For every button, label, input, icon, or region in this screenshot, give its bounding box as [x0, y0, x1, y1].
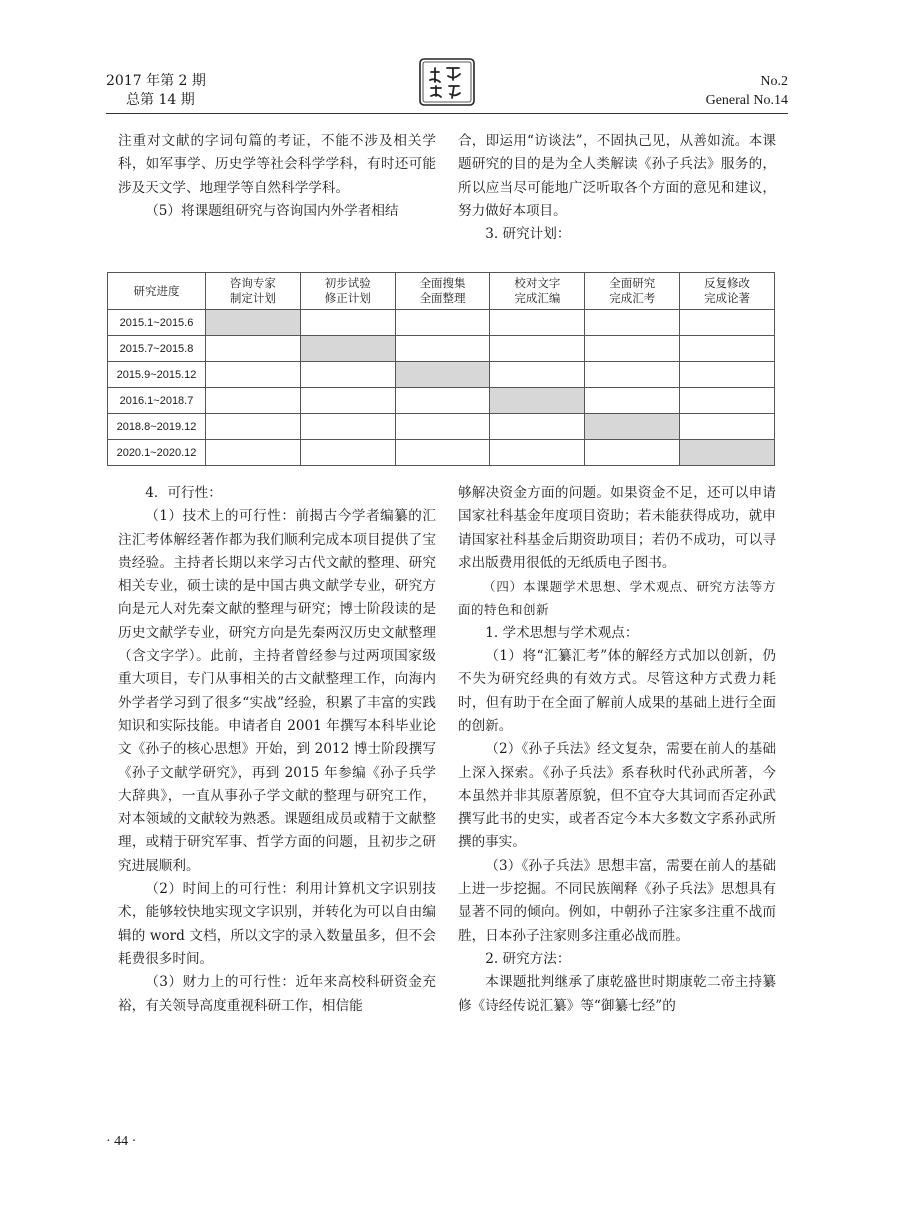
schedule-cell: [680, 336, 775, 362]
table-header-cell: 咨询专家 制定计划: [206, 273, 301, 310]
paragraph: （1）将“汇纂汇考”体的解经方式加以创新，仍不失为研究经典的有效方式。尽管这种方式费力耗时，但有助于在全面了解前人成果的基础上进行全面的创新。: [458, 648, 776, 734]
column-top-left: [118, 130, 436, 223]
schedule-cell: [585, 388, 680, 414]
schedule-cell: [300, 414, 395, 440]
paragraph: （5）将课题组研究与咨询国内外学者相结: [145, 202, 399, 219]
active-phase-cell: [585, 414, 680, 440]
table-header-cell: 全面研究 完成汇考: [585, 273, 680, 310]
schedule-cell: [206, 336, 301, 362]
column-bottom-right: [458, 482, 776, 1018]
table-header-cell: 初步试验 修正计划: [300, 273, 395, 310]
schedule-cell: [300, 310, 395, 336]
issue-en: No.2: [760, 74, 788, 89]
table-row: [108, 440, 775, 466]
paragraph: 合，即运用“访谈法”，不固执己见，从善如流。本课题研究的目的是为全人类解读《孙子兵法》服务的，所以应当尽可能地广泛听取各个方面的意见和建议，努力做好本项目。: [458, 133, 776, 219]
table-row: [108, 310, 775, 336]
table-header-cell: 反复修改 完成论著: [680, 273, 775, 310]
schedule-cell: [490, 440, 585, 466]
period-cell: 2015.1~2015.6: [108, 310, 206, 336]
paragraph: （2）《孙子兵法》经文复杂，需要在前人的基础上深入探索。《孙子兵法》系春秋时代孙武所著，今本虽然并非其原著原貌，但不宜夺大其词而否定孙武撰写此书的史实，或者否定今本大多数文字系孙武所撰的事实。: [458, 741, 776, 851]
paragraph: 注重对文献的字词句篇的考证，不能不涉及相关学科，如军事学、历史学等社会科学学科，有时还可能涉及天文学、地理学等自然科学学科。: [118, 133, 436, 196]
paragraph: （1）技术上的可行性：前揭古今学者编纂的汇注汇考体解经著作都为我们顺利完成本项目提供了宝贵经验。主持者长期以来学习古代文献的整理、研究相关专业，硕士读的是中国古典文献学专业，研究方向是元人对先秦文献的整理与研究；博士阶段读的是历史文献学专业，研究方向是先秦两汉历史文献整理（含文字学）。此前，主持者曾经参与过两项国家级重大项目，专门从事相关的古文献整理工作，向海内外学者学习到了很多“实战”经验，积累了丰富的实践知识和实际技能。申请者自 2001 年撰写本科毕业论文《孙子的核心思想》开始，到 2012 博士阶段撰写《孙子文献学研究》，再到 2015 年参编《孙子兵学大辞典》，一直从事孙子学文献的整理与研究工作，对本领域的文献较为熟悉。课题组成员或精于文献整理，或精于研究军事、哲学方面的问题，且初步之研究进展顺利。: [118, 508, 436, 874]
schedule-cell: [395, 388, 490, 414]
paragraph: （2）时间上的可行性：利用计算机文字识别技术，能够较快地实现文字识别，并转化为可以自由编辑的 word 文档，所以文字的录入数量虽多，但不会耗费很多时间。: [118, 881, 436, 967]
year-issue: 2017 年第 2 期: [106, 73, 206, 89]
section-heading: 2. 研究方法：: [485, 950, 571, 967]
paragraph: 本课题批判继承了康乾盛世时期康乾二帝主持纂修《诗经传说汇纂》等“御纂七经”的: [458, 974, 776, 1014]
paragraph: （3）财力上的可行性：近年来高校科研资金充裕，有关领导高度重视科研工作，相信能: [118, 974, 436, 1014]
schedule-cell: [206, 440, 301, 466]
schedule-cell: [206, 388, 301, 414]
column-top-right: [458, 130, 776, 246]
schedule-cell: [680, 362, 775, 388]
schedule-cell: [680, 414, 775, 440]
active-phase-cell: [206, 310, 301, 336]
table-header-cell: 校对文字 完成汇编: [490, 273, 585, 310]
schedule-cell: [300, 388, 395, 414]
period-cell: 2015.7~2015.8: [108, 336, 206, 362]
schedule-cell: [395, 336, 490, 362]
active-phase-cell: [395, 362, 490, 388]
table-row: [108, 336, 775, 362]
active-phase-cell: [490, 388, 585, 414]
schedule-cell: [585, 362, 680, 388]
period-cell: 2016.1~2018.7: [108, 388, 206, 414]
column-bottom-left: [118, 482, 436, 1018]
schedule-cell: [206, 414, 301, 440]
schedule-cell: [680, 310, 775, 336]
table-row: [108, 362, 775, 388]
schedule-cell: [300, 362, 395, 388]
schedule-cell: [680, 388, 775, 414]
period-cell: 2020.1~2020.12: [108, 440, 206, 466]
schedule-cell: [395, 414, 490, 440]
header-issue-info: [106, 72, 206, 110]
table-header-row: [108, 273, 775, 310]
schedule-cell: [206, 362, 301, 388]
schedule-cell: [585, 440, 680, 466]
schedule-cell: [395, 440, 490, 466]
schedule-cell: [585, 310, 680, 336]
period-cell: 2015.9~2015.12: [108, 362, 206, 388]
table-row: [108, 414, 775, 440]
general-en: General No.14: [705, 93, 788, 108]
schedule-cell: [585, 336, 680, 362]
paragraph: （3）《孙子兵法》思想丰富，需要在前人的基础上进一步挖掘。不同民族阐释《孙子兵法》思想具有显著不同的倾向。例如，中朝孙子注家多注重不战而胜，日本孙子注家则多注重必战而胜。: [458, 857, 776, 944]
section-heading: 1. 学术思想与学术观点：: [485, 624, 639, 641]
total-issue: 总第 14 期: [126, 92, 195, 108]
paragraph: 够解决资金方面的问题。如果资金不足，还可以申请国家社科基金年度项目资助；若未能获得成功，就申请国家社科基金后期资助项目；若仍不成功，可以寻求出版费用很低的无纸质电子图书。: [458, 485, 776, 571]
header-rule: [106, 113, 788, 114]
schedule-cell: [490, 414, 585, 440]
page-number: · 44 ·: [106, 1134, 137, 1149]
schedule-cell: [490, 336, 585, 362]
header-issue-en: [706, 72, 788, 110]
schedule-cell: [490, 310, 585, 336]
schedule-cell: [395, 310, 490, 336]
journal-seal-logo: [417, 56, 477, 108]
active-phase-cell: [680, 440, 775, 466]
table-header-cell: 全面搜集 全面整理: [395, 273, 490, 310]
research-plan-table: [107, 272, 775, 466]
table-row: [108, 388, 775, 414]
table-body: [108, 310, 775, 466]
subsection-heading: （四）本课题学术思想、学术观点、研究方法等方面的特色和创新: [458, 579, 776, 618]
schedule-cell: [300, 440, 395, 466]
schedule-cell: [490, 362, 585, 388]
period-cell: 2018.8~2019.12: [108, 414, 206, 440]
section-heading: 3. 研究计划：: [485, 226, 571, 243]
section-heading: 4．可行性：: [145, 485, 222, 501]
active-phase-cell: [300, 336, 395, 362]
table-header-cell: 研究进度: [108, 273, 206, 310]
